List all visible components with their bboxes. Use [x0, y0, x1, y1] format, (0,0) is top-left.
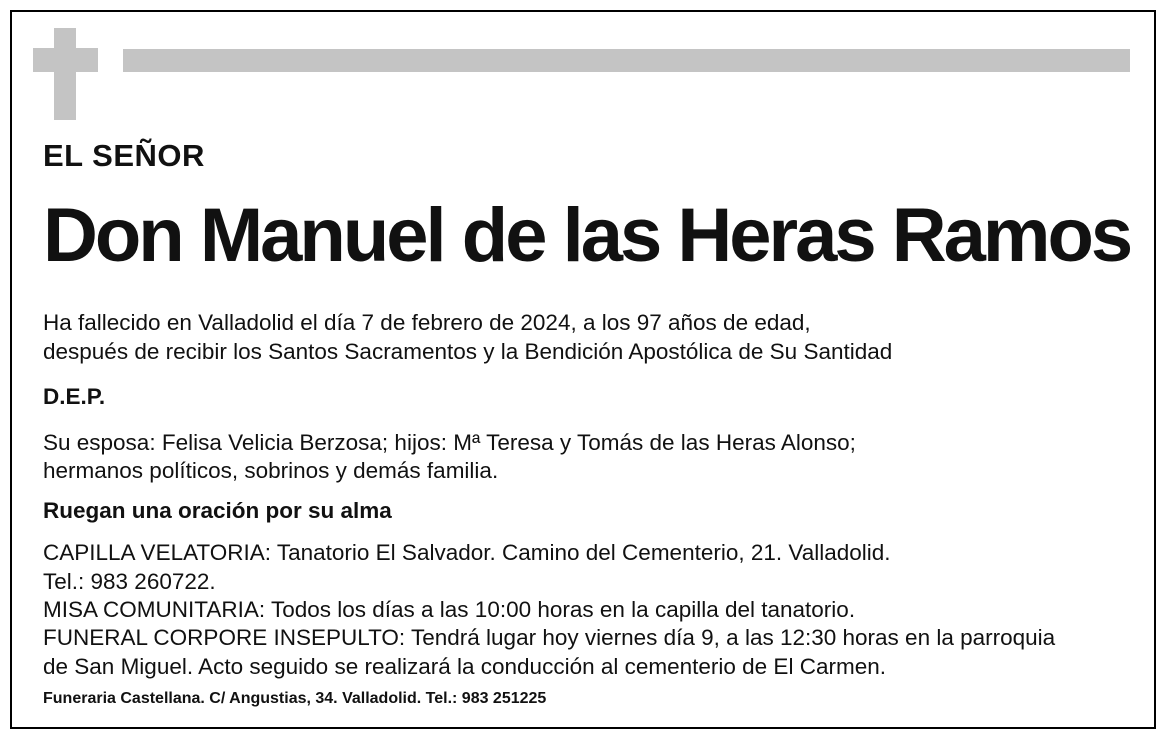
- detail-line: de San Miguel. Acto seguido se realizará la conducción al cementerio de El Carmen.: [43, 654, 886, 679]
- cross-icon: [54, 28, 76, 120]
- death-line-1: Ha fallecido en Valladolid el día 7 de febrero de 2024, a los 97 años de edad,: [43, 310, 811, 335]
- death-line-2: después de recibir los Santos Sacramentos y la Bendición Apostólica de Su Santidad: [43, 339, 893, 364]
- family-line-1: Su esposa: Felisa Velicia Berzosa; hijos: Mª Teresa y Tomás de las Heras Alonso;: [43, 430, 856, 455]
- header-rule: [123, 49, 1130, 72]
- rip-text: D.E.P.: [43, 384, 106, 409]
- deceased-name: Don Manuel de las Heras Ramos: [43, 193, 1131, 278]
- funeral-home-footer: Funeraria Castellana. C/ Angustias, 34. Valladolid. Tel.: 983 251225: [43, 690, 547, 707]
- family-line-2: hermanos políticos, sobrinos y demás familia.: [43, 458, 499, 483]
- detail-line: MISA COMUNITARIA: Todos los días a las 10:00 horas en la capilla del tanatorio.: [43, 597, 856, 622]
- cross-icon-crossbar: [33, 48, 98, 72]
- prayer-request: Ruegan una oración por su alma: [43, 498, 392, 523]
- detail-line: Tel.: 983 260722.: [43, 569, 216, 594]
- detail-line: FUNERAL CORPORE INSEPULTO: Tendrá lugar hoy viernes día 9, a las 12:30 horas en la parroquia: [43, 625, 1056, 650]
- honorific: EL SEÑOR: [43, 138, 205, 173]
- detail-line: CAPILLA VELATORIA: Tanatorio El Salvador. Camino del Cementerio, 21. Valladolid.: [43, 540, 891, 565]
